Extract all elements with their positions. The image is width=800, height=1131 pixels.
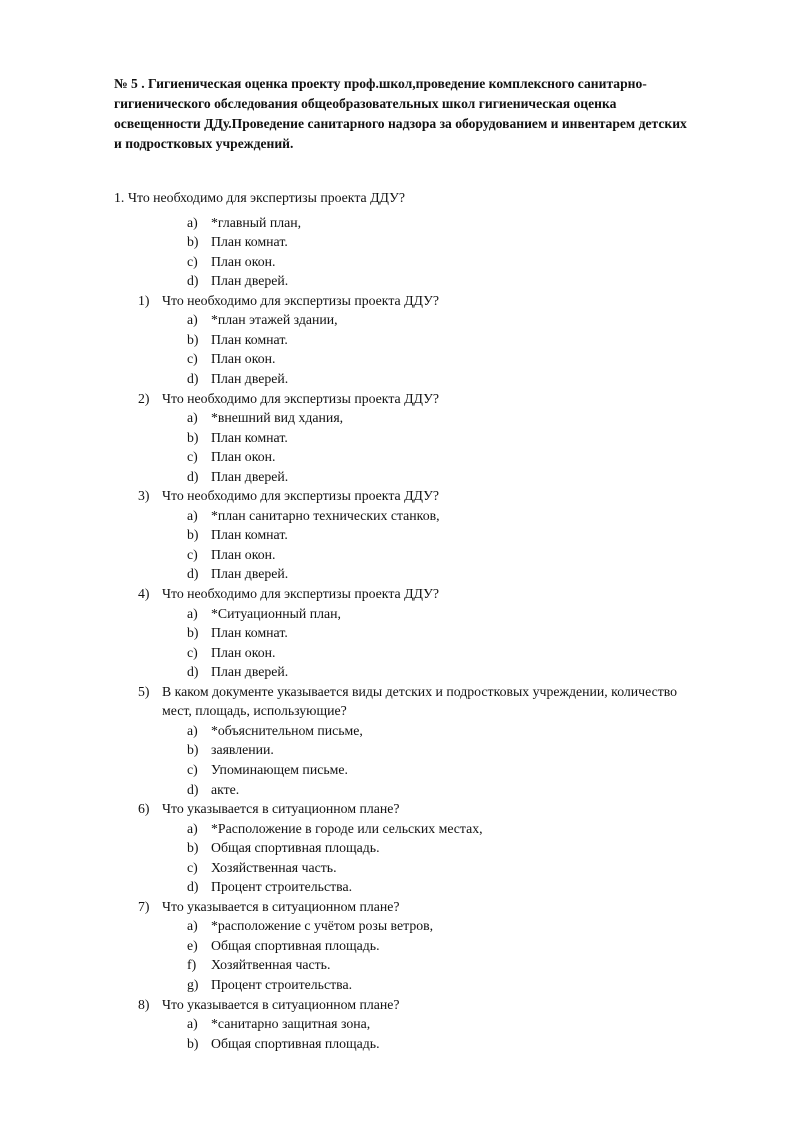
option-letter: d) — [187, 468, 199, 484]
option-text: Общая спортивная площадь. — [211, 840, 380, 856]
question-number: 1) — [138, 292, 150, 308]
option-text: Хозяйтвенная часть. — [211, 957, 331, 973]
document-heading — [114, 74, 754, 154]
question-text: Что указывается в ситуационном плане? — [162, 996, 400, 1012]
option-text: План дверей. — [211, 370, 289, 386]
option-letter: c) — [187, 449, 198, 465]
question-number: 4) — [138, 586, 150, 601]
question-text: В каком документе указывается виды детских и подростковых учреждении, количество — [162, 683, 678, 699]
option-letter: b) — [187, 527, 199, 543]
option-text: Хозяйственная часть. — [211, 859, 337, 875]
option-text: План дверей. — [211, 566, 289, 582]
option-letter: c) — [187, 546, 198, 562]
option-letter: c) — [187, 859, 198, 875]
heading-line: и подростковых учреждений. — [114, 136, 294, 151]
option-text: Процент строительства. — [211, 977, 353, 992]
option-letter: d) — [187, 566, 199, 582]
option-letter: a) — [187, 918, 198, 934]
question-number: 6) — [138, 801, 150, 817]
option-letter: b) — [187, 1035, 199, 1051]
question-text-line2: мест, площадь, использующие? — [162, 703, 347, 719]
question-text: Что необходимо для экспертизы проекта ДДУ? — [162, 292, 439, 308]
option-letter: a) — [187, 214, 198, 230]
option-letter: b) — [187, 742, 199, 758]
option-letter: f) — [187, 957, 197, 973]
option-text: План окон. — [211, 351, 276, 367]
option-text: Общая спортивная площадь. — [211, 1035, 380, 1051]
option-text: *объяснительном письме, — [211, 722, 363, 738]
option-letter: a) — [187, 507, 198, 523]
option-text: План дверей. — [211, 664, 289, 680]
option-letter: b) — [187, 331, 199, 347]
option-text: *расположение с учётом розы ветров, — [211, 918, 434, 934]
option-text: *главный план, — [211, 214, 302, 230]
option-text: Общая спортивная площадь. — [211, 937, 380, 953]
option-letter: e) — [187, 937, 198, 953]
question-number: 1. — [114, 190, 125, 205]
option-text: *санитарно защитная зона, — [211, 1016, 371, 1032]
option-text: Упоминающем письме. — [211, 761, 348, 777]
option-letter: c) — [187, 644, 198, 660]
option-letter: b) — [187, 840, 199, 856]
question-text: Что необходимо для экспертизы проекта ДДУ? — [162, 586, 439, 601]
option-text: План комнат. — [211, 527, 288, 543]
option-text: План комнат. — [211, 234, 288, 250]
question-text: Что необходимо для экспертизы проекта ДДУ? — [162, 390, 439, 406]
option-letter: d) — [187, 664, 199, 680]
option-letter: a) — [187, 312, 198, 328]
option-letter: b) — [187, 234, 199, 250]
option-letter: d) — [187, 879, 199, 895]
question-number: 3) — [138, 488, 150, 504]
option-letter: a) — [187, 605, 198, 621]
option-letter: c) — [187, 761, 198, 777]
option-letter: d) — [187, 273, 199, 289]
option-text: *внешний вид хдания, — [211, 410, 344, 426]
option-text: *Ситуационный план, — [211, 605, 341, 621]
option-letter: d) — [187, 370, 199, 386]
option-letter: a) — [187, 410, 198, 426]
question-number: 2) — [138, 390, 150, 406]
option-letter: a) — [187, 820, 198, 836]
option-text: План окон. — [211, 449, 276, 465]
option-letter: d) — [187, 781, 199, 797]
option-text: заявлении. — [211, 742, 274, 758]
option-letter: c) — [187, 253, 198, 269]
option-letter: g) — [187, 977, 199, 992]
option-letter: c) — [187, 351, 198, 367]
option-letter: b) — [187, 625, 199, 641]
question-number: 5) — [138, 683, 150, 699]
heading-line: № 5 . Гигиеническая оценка проекту проф.школ,проведение комплексного санитарно- — [114, 76, 647, 91]
option-text: План комнат. — [211, 331, 288, 347]
heading-line: гигиенического обследования общеобразовательных школ гигиеническая оценка — [114, 96, 617, 111]
question-text: Что необходимо для экспертизы проекта ДДУ? — [162, 488, 439, 504]
option-text: акте. — [211, 781, 240, 797]
option-text: *план этажей здании, — [211, 312, 338, 328]
option-text: План дверей. — [211, 468, 289, 484]
option-text: План окон. — [211, 253, 276, 269]
option-letter: b) — [187, 429, 199, 445]
option-text: План комнат. — [211, 429, 288, 445]
question-number: 8) — [138, 996, 150, 1012]
option-text: *план санитарно технических станков, — [211, 507, 440, 523]
option-text: План окон. — [211, 644, 276, 660]
option-text: План окон. — [211, 546, 276, 562]
question-text: Что указывается в ситуационном плане? — [162, 801, 400, 817]
option-text: План дверей. — [211, 273, 289, 289]
question-number: 7) — [138, 898, 150, 914]
option-text: План комнат. — [211, 625, 288, 641]
option-text: Процент строительства. — [211, 879, 353, 895]
question-text: Что указывается в ситуационном плане? — [162, 898, 400, 914]
heading-line: освещенности ДДу.Проведение санитарного надзора за оборудованием и инвентарем детских — [114, 116, 687, 131]
option-text: *Расположение в городе или сельских местах, — [211, 820, 483, 836]
question-text: Что необходимо для экспертизы проекта ДДУ? — [128, 190, 405, 205]
option-letter: a) — [187, 722, 198, 738]
option-letter: a) — [187, 1016, 198, 1032]
